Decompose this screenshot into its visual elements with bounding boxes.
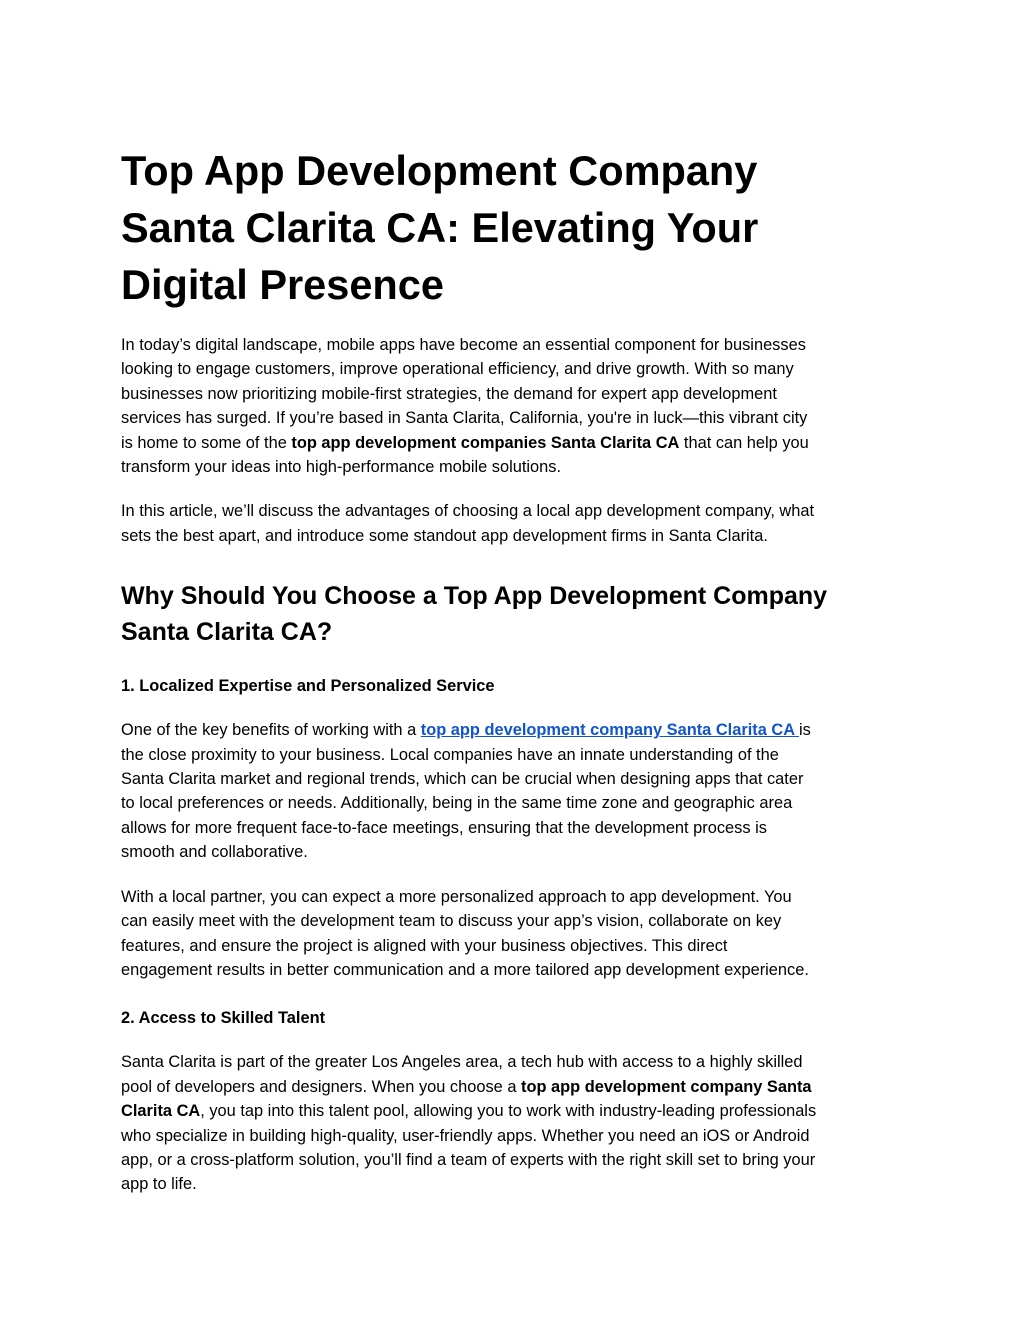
subheading-localized-expertise: 1. Localized Expertise and Personalized Service (121, 677, 495, 696)
paragraph-line: engagement results in better communication and a more tailored app development experience. (121, 960, 809, 979)
document-page (121, 142, 906, 1197)
section-heading-line-2: Santa Clarita CA? (121, 618, 333, 647)
paragraph-line: can easily meet with the development team to discuss your app’s vision, collaborate on key (121, 912, 782, 931)
intro-line: services has surged. If you’re based in Santa Clarita, California, you're in luck—this vibrant city (121, 409, 808, 428)
article-intro-line: In this article, we’ll discuss the advantages of choosing a local app development company, what (121, 502, 815, 521)
paragraph-line: who specialize in building high-quality, user-friendly apps. Whether you need an iOS or Android (121, 1126, 810, 1145)
paragraph-line: to local preferences or needs. Additionally, being in the same time zone and geographic area (121, 794, 793, 813)
intro-line: transform your ideas into high-performance mobile solutions. (121, 458, 562, 477)
page-title (121, 142, 906, 313)
intro-line (121, 431, 906, 455)
title-line-3: Digital Presence (121, 261, 444, 308)
intro-paragraph (121, 333, 906, 479)
app-development-link[interactable]: top app development company Santa Clarita CA (420, 721, 800, 740)
paragraph-line: Santa Clarita is part of the greater Los Angeles area, a tech hub with access to a highly skilled (121, 1053, 803, 1072)
bold-keyword: top app development company Santa (521, 1077, 812, 1096)
paragraph-line (121, 1099, 906, 1123)
skilled-talent-paragraph (121, 1050, 906, 1196)
paragraph-line: With a local partner, you can expect a more personalized approach to app development. You (121, 887, 792, 906)
paragraph-text: One of the key benefits of working with a (121, 721, 421, 740)
title-line-1: Top App Development Company (121, 147, 758, 194)
paragraph-line: the close proximity to your business. Local companies have an innate understanding of the (121, 745, 779, 764)
section-heading-line-1: Why Should You Choose a Top App Development Company (121, 582, 828, 611)
subheading-skilled-talent: 2. Access to Skilled Talent (121, 1009, 326, 1028)
paragraph-line (121, 718, 906, 742)
article-intro-line: sets the best apart, and introduce some standout app development firms in Santa Clarita. (121, 526, 768, 545)
paragraph-line: features, and ensure the project is aligned with your business objectives. This direct (121, 936, 728, 955)
intro-line: looking to engage customers, improve operational efficiency, and drive growth. With so many (121, 360, 794, 379)
paragraph-text: pool of developers and designers. When you choose a (121, 1077, 522, 1096)
paragraph-line: smooth and collaborative. (121, 843, 308, 862)
intro-line: In today’s digital landscape, mobile apps have become an essential component for businesses (121, 336, 806, 354)
paragraph-line (121, 1075, 906, 1099)
paragraph-text: , you tap into this talent pool, allowing you to work with industry-leading professionals (200, 1102, 817, 1121)
bold-keyword: Clarita CA (121, 1102, 201, 1121)
title-line-2: Santa Clarita CA: Elevating Your (121, 204, 759, 251)
paragraph-text: is (799, 721, 811, 740)
paragraph-line: app, or a cross-platform solution, you’ll find a team of experts with the right skill set to bring your (121, 1150, 816, 1169)
localized-expertise-paragraph-2 (121, 885, 906, 983)
intro-line: businesses now prioritizing mobile-first strategies, the demand for expert app development (121, 384, 777, 403)
article-intro-paragraph (121, 499, 906, 548)
intro-text: that can help you (679, 433, 809, 452)
intro-text: is home to some of the (121, 433, 292, 452)
localized-expertise-paragraph-1 (121, 718, 906, 864)
paragraph-line: allows for more frequent face-to-face meetings, ensuring that the development process is (121, 818, 767, 837)
paragraph-line: Santa Clarita market and regional trends, which can be crucial when designing apps that cater (121, 770, 804, 789)
intro-bold-keyword: top app development companies Santa Clarita CA (291, 433, 680, 452)
paragraph-line: app to life. (121, 1175, 197, 1194)
section-heading (121, 578, 906, 650)
